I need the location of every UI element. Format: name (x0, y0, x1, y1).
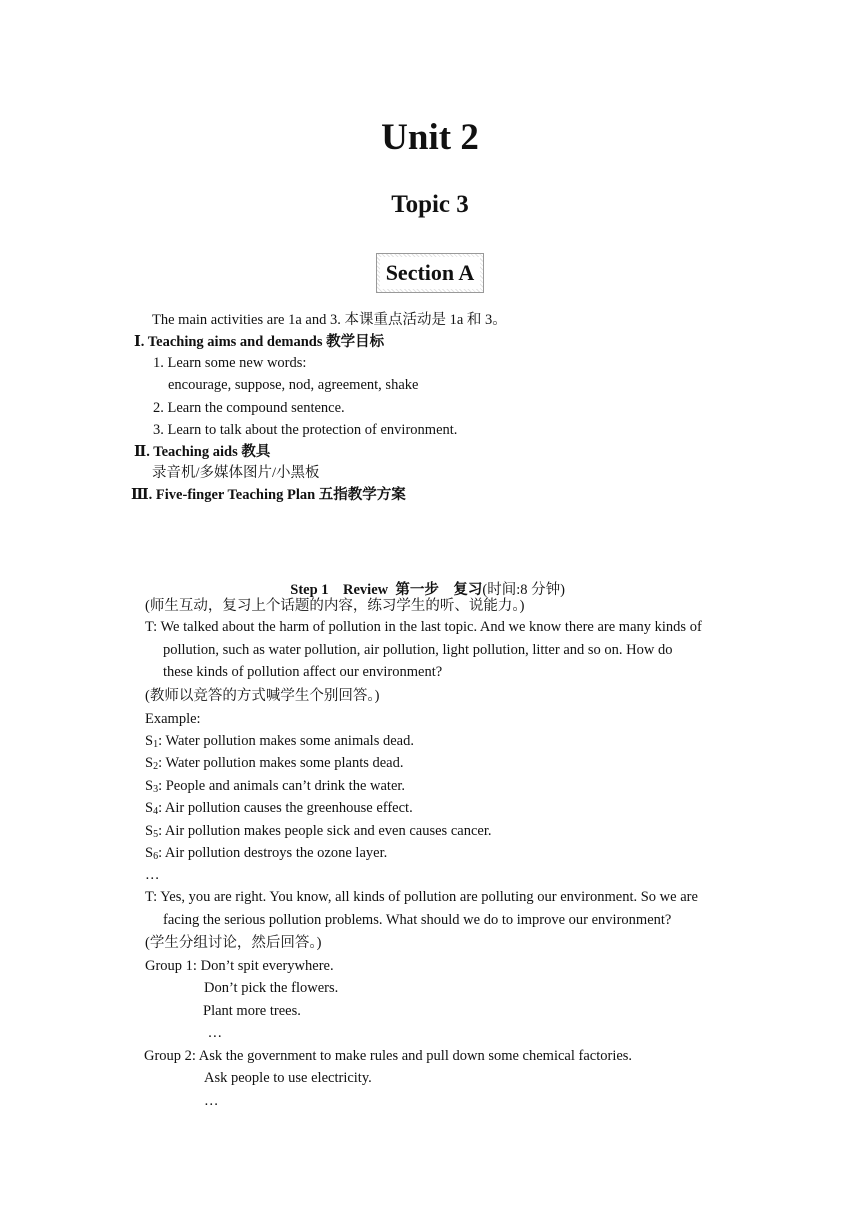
group-2-answer: Ask people to use electricity. (204, 1070, 372, 1086)
teacher-question-line: these kinds of pollution affect our environment? (163, 664, 443, 680)
teacher-followup-line: facing the serious pollution problems. What should we do to improve our environment? (163, 911, 672, 928)
student-answer: $S_1$: Water pollution makes some animals dead. (145, 733, 414, 750)
note-group-discussion: (学生分组讨论，然后回答。) (145, 935, 322, 951)
ellipsis: … (145, 867, 160, 883)
student-answer: $S_5$: Air pollution makes people sick and even causes cancer. (145, 823, 492, 840)
student-answer: $S_3$: People and animals can’t drink the water. (145, 778, 406, 795)
aims-heading-text: Teaching aims and demands 教学目标 (147, 334, 385, 350)
example-label: Example: (145, 711, 201, 727)
teacher-followup (145, 886, 733, 931)
teacher-question (145, 616, 733, 684)
student-answer: $S_2$: Water pollution makes some plants dead. (145, 755, 404, 772)
aids-numeral: Ⅱ. (134, 444, 150, 460)
plan-heading-text: Five-finger Teaching Plan 五指教学方案 (155, 487, 406, 503)
step1-heading (283, 563, 565, 599)
group-label: Group 1: (145, 958, 201, 974)
aims-item: 1. Learn some new words: (153, 355, 307, 371)
group-1-answer: Group 1: Don’t spit everywhere. (145, 958, 334, 974)
group-1-answer: … (204, 1025, 223, 1041)
group-2-answer: … (204, 1093, 219, 1109)
aims-heading (134, 333, 384, 351)
student-answer: $S_6$: Air pollution destroys the ozone layer. (145, 845, 388, 862)
unit-title: Unit 2 (381, 117, 479, 158)
aims-numeral: Ⅰ. (134, 334, 145, 350)
note-answer-mode: (教师以竞答的方式喊学生个别回答。) (145, 688, 380, 704)
aims-item: 2. Learn the compound sentence. (153, 400, 345, 416)
group-2-answer: Group 2: Ask the government to make rules and pull down some chemical factories. (144, 1048, 633, 1064)
aids-heading (134, 443, 270, 461)
plan-numeral: Ⅲ. (131, 487, 153, 503)
aims-item: encourage, suppose, nod, agreement, shake (168, 377, 419, 393)
aids-heading-text: Teaching aids 教具 (153, 444, 271, 460)
group-label: Group 2: (144, 1048, 199, 1064)
student-answer: $S_4$: Air pollution causes the greenhouse effect. (145, 800, 413, 817)
teacher-question-line: T: We talked about the harm of pollution in the last topic. And we know there are many kinds of (145, 619, 702, 635)
section-title: Section A (380, 257, 480, 289)
intro-line: The main activities are 1a and 3. 本课重点活动是 1a 和 3。 (152, 312, 507, 328)
note-interaction: (师生互动，复习上个话题的内容，练习学生的听、说能力。) (145, 598, 525, 614)
step1-time: (时间:8 分钟) (482, 582, 565, 598)
aids-text: 录音机/多媒体图片/小黑板 (152, 465, 320, 481)
teacher-question-line: pollution, such as water pollution, air pollution, light pollution, litter and so on. How do (163, 641, 673, 658)
section-box (376, 253, 484, 293)
plan-heading (131, 486, 406, 504)
step1-title: Step 1 Review 第一步 复习 (290, 582, 483, 598)
group-1-answer: Don’t pick the flowers. (204, 980, 339, 996)
teacher-followup-line: T: Yes, you are right. You know, all kinds of pollution are polluting our environment. So we are (145, 889, 698, 905)
group-1-answer: Plant more trees. (203, 1003, 301, 1019)
aims-item: 3. Learn to talk about the protection of environment. (153, 422, 458, 438)
topic-title: Topic 3 (391, 191, 469, 218)
